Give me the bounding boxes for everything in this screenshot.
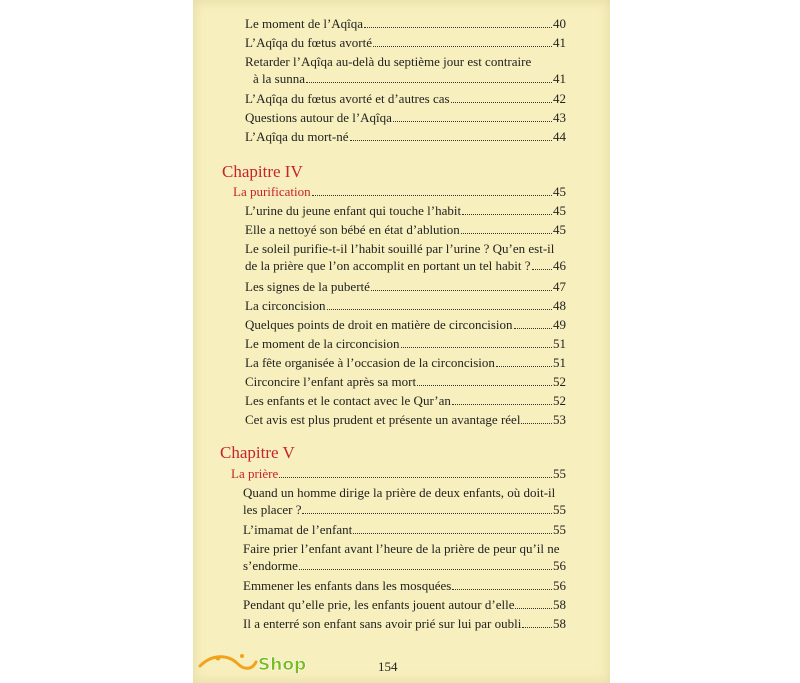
logo-text: Shop (258, 655, 307, 675)
chapter-heading: Chapitre IV (222, 162, 303, 181)
toc-entry: Questions autour de l’Aqîqa 43 (245, 110, 566, 125)
toc-entry: Pendant qu’elle prie, les enfants jouent autour d’elle 58 (243, 597, 566, 612)
toc-entry: L’imamat de l’enfant 55 (243, 522, 566, 537)
toc-entry: Elle a nettoyé son bébé en état d’ablution 45 (245, 222, 566, 237)
toc-entry: Emmener les enfants dans les mosquées 56 (243, 578, 566, 593)
toc-entry: Les enfants et le contact avec le Qur’an 52 (245, 393, 566, 408)
toc-entry: Faire prier l’enfant avant l’heure de la prière de peur qu’il ne s’endorme 56 (243, 541, 566, 573)
toc-entry: Le moment de l’Aqîqa 40 (245, 16, 566, 31)
toc-entry: Les signes de la puberté 47 (245, 279, 566, 294)
toc-entry: L’Aqîqa du fœtus avorté et d’autres cas 42 (245, 91, 566, 106)
toc-entry: Circoncire l’enfant après sa mort 52 (245, 374, 566, 389)
toc-entry: Cet avis est plus prudent et présente un avantage réel 53 (245, 412, 566, 427)
section-entry: La prière 55 (231, 466, 566, 481)
chapter-heading: Chapitre V (220, 443, 295, 462)
toc-entry: Quelques points de droit en matière de circoncision 49 (245, 317, 566, 332)
toc-entry: La fête organisée à l’occasion de la circoncision 51 (245, 355, 566, 370)
toc-entry: La circoncision 48 (245, 298, 566, 313)
toc-entry: Quand un homme dirige la prière de deux enfants, où doit-il les placer ? 55 (243, 485, 566, 517)
toc-entry: Retarder l’Aqîqa au-delà du septième jour est contraire à la sunna 41 (245, 54, 566, 86)
toc-entry: L’Aqîqa du mort-né 44 (245, 129, 566, 144)
shop-logo (198, 648, 318, 678)
toc-entry: Il a enterré son enfant sans avoir prié sur lui par oubli 58 (243, 616, 566, 631)
toc-entry: L’Aqîqa du fœtus avorté 41 (245, 35, 566, 50)
toc-entry: Le soleil purifie-t-il l’habit souillé par l’urine ? Qu’en est-il de la prière que l’on accomplit en portant un tel habit ? 46 (245, 241, 566, 273)
book-page (193, 0, 610, 683)
page-number: 154 (378, 659, 398, 674)
toc-entry: Le moment de la circoncision 51 (245, 336, 566, 351)
toc-entry: L’urine du jeune enfant qui touche l’habit 45 (245, 203, 566, 218)
logo-swoosh-icon (198, 648, 318, 678)
section-entry: La purification 45 (233, 184, 566, 199)
